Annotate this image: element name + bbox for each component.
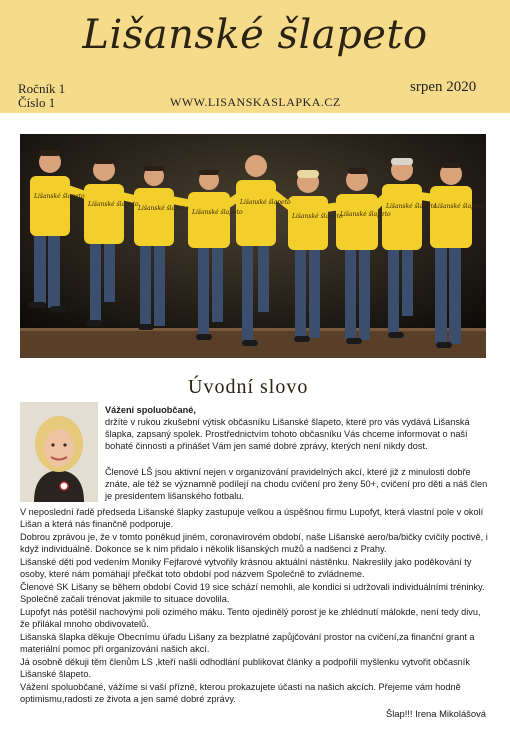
grey-hair (391, 158, 413, 165)
section-title: Úvodní slovo (188, 376, 309, 398)
article-paragraph-7: Lupofyt nás potěšil nachovými poli ozimého máku. Tento ojedinělý porost je ke zhlédnutí málokde, není tedy divu, že přilákal mnoho obdivovatelů. (20, 607, 481, 629)
yellow-shirts (30, 176, 472, 250)
svg-text:Lišanské šlapeto: Lišanské šlapeto (88, 201, 139, 208)
svg-text:Lišanské šlapeto: Lišanské šlapeto (34, 193, 85, 200)
author-portrait (20, 402, 98, 502)
group-photo-illustration (20, 134, 486, 358)
issue-date: srpen 2020 (410, 79, 477, 95)
article-paragraph-4: Dobrou zprávou je, že v tomto poněkud jiném, coronavirovém období, naše Lišanské aero/ba/bičky cvičily poctivě, i když individuálně. Dokonce se k nim přidalo i několik lišanských mužů a nadšenci z Prahy. (20, 532, 488, 554)
svg-text:Lišanské šlapeto: Lišanské šlapeto (192, 209, 243, 216)
masthead (0, 0, 510, 113)
article-paragraph-6: Členové SK Lišany se během období Covid 19 sice schází nemohli, ale kondici si udržovali individuálními tréninky. Společně začali trénovat jakmile to situace dovolila. (20, 582, 485, 604)
website-link[interactable]: WWW.LISANSKASLAPKA.CZ (170, 95, 341, 109)
blond-hair (297, 170, 319, 178)
svg-text:Lišanské šlapeto: Lišanské šlapeto (138, 205, 189, 212)
author-portrait-illustration (20, 402, 98, 502)
signature: Šlap!!! Irena Mikolášová (385, 708, 486, 719)
article-paragraph-9: Já osobně děkuji těm členům LS ,kteří našli odhodlání publikovat články a podpořili myšlenku vytvořit občasník Lišanské šlapeto. (20, 657, 470, 679)
article-paragraph-3: V neposlední řadě předseda Lišanské šlapky zastupuje velkou a úspěšnou firmu Lupofyt, která vlastní pole v okolí Lišan a která nás finančně podporuje. (20, 507, 484, 529)
article-paragraph-10: Vážení spoluobčané, vážíme si vaší přízně, kterou prokazujete účastí na našich akcích. Přejeme vám hodně optimismu,radosti ze života a jen samé dobré zprávy. (20, 682, 461, 704)
group-photo (20, 134, 486, 358)
article-paragraph-2: Členové LŠ jsou aktivní nejen v organizování pravidelných akcí, které již z minulosti dobře znáte, ale též se významně podílejí na chodu cvičení pro ženy 50+, cvičení pro děti a náš člen je presidentem lišanského fotbalu. (105, 467, 488, 501)
issue-label: Číslo 1 (18, 95, 56, 110)
article-greeting: Vážení spoluobčané, (105, 405, 196, 415)
newsletter-title: Lišanské šlapeto (82, 12, 428, 58)
article-paragraph-1: držíte v rukou zkušební výtisk občasníku Lišanské šlapeto, které pro vás vydává Lišanská šlapka, zapsaný spolek. Prostřednictvím tohoto občasníku Vás chceme informovat o naší bohaté činnosti a přinášet Vám jen samé dobré zprávy, kterých není nikdy dost. (105, 417, 470, 451)
svg-text:Lišanské šlapeto: Lišanské šlapeto (386, 203, 437, 210)
article-paragraph-5: Lišanské děti pod vedením Moniky Fejfarové vytvořily krásnou aktuální nástěnku. Nakreslily jako poděkování ty osoby, které nám pomáhají přečkat toto období pod názvem Společně to zvládneme. (20, 557, 472, 579)
volume-label: Ročník 1 (18, 81, 66, 96)
svg-text:Lišanské šlapeto: Lišanské šlapeto (340, 211, 391, 218)
svg-text:Lišanské šlapeto: Lišanské šlapeto (240, 199, 291, 206)
svg-text:Lišanské šlapeto: Lišanské šlapeto (434, 203, 485, 210)
article-paragraph-8: Lišanská šlapka děkuje Obecnímu úřadu Lišany za bezplatné zapůjčování prostor na cvičení,za finanční grant a materiální pomoc při organizování našich akcí. (20, 632, 475, 654)
svg-text:Lišanské šlapeto: Lišanské šlapeto (292, 213, 343, 220)
